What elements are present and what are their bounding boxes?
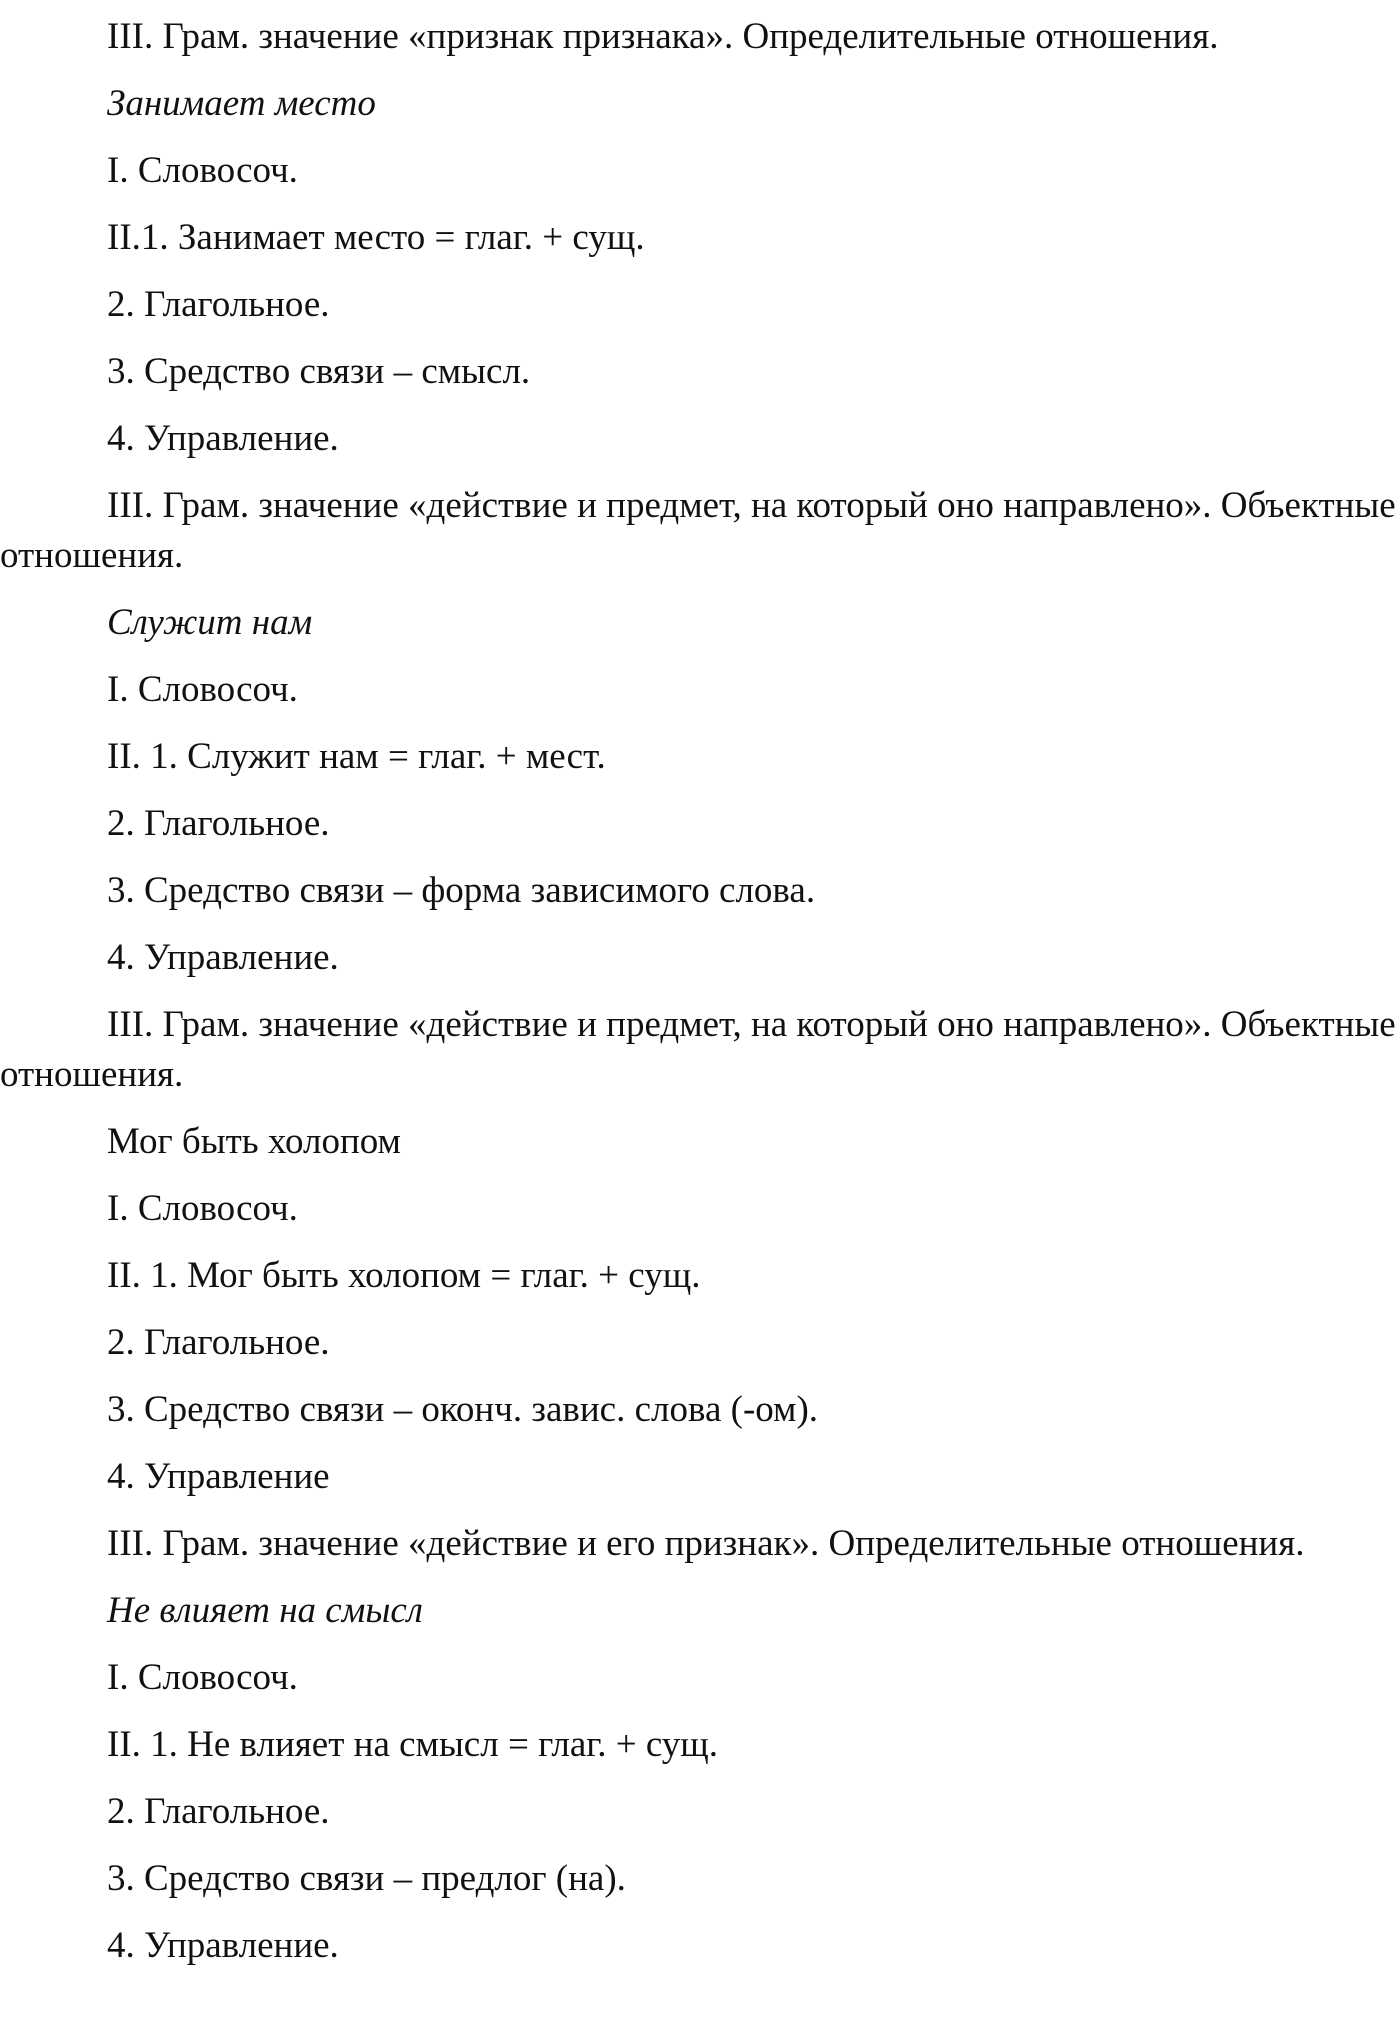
paragraph-14: 4. Управление. xyxy=(107,937,339,978)
paragraph-8: III. Грам. значение «действие и предмет, на который оно направлено». Объектные отношения. xyxy=(0,485,1396,576)
phrase-heading-ne-vliyaet-na-smysl: Не влияет на смысл xyxy=(107,1590,423,1631)
paragraph-15: III. Грам. значение «действие и предмет, на который оно направлено». Объектные отношения. xyxy=(0,1004,1396,1095)
paragraph-26: 2. Глагольное. xyxy=(107,1791,330,1832)
paragraph-25: II. 1. Не влияет на смысл = глаг. + сущ. xyxy=(107,1724,719,1765)
phrase-heading-zanimaet-mesto: Занимает место xyxy=(107,83,376,124)
paragraph-5: 2. Глагольное. xyxy=(107,284,330,325)
phrase-heading-sluzhit-nam: Служит нам xyxy=(107,602,313,643)
paragraph-4: II.1. Занимает место = глаг. + сущ. xyxy=(107,217,645,258)
paragraph-22: III. Грам. значение «действие и его признак». Определительные отношения. xyxy=(107,1523,1305,1564)
paragraph-13: 3. Средство связи – форма зависимого слова. xyxy=(107,870,816,911)
paragraph-19: 2. Глагольное. xyxy=(107,1322,330,1363)
paragraph-1: III. Грам. значение «признак признака». Определительные отношения. xyxy=(107,16,1219,57)
paragraph-11: II. 1. Служит нам = глаг. + мест. xyxy=(107,736,606,777)
paragraph-3: I. Словосоч. xyxy=(107,150,298,191)
paragraph-12: 2. Глагольное. xyxy=(107,803,330,844)
paragraph-6: 3. Средство связи – смысл. xyxy=(107,351,531,392)
paragraph-17: I. Словосоч. xyxy=(107,1188,298,1229)
phrase-heading-mog-byt-kholopom: Мог быть холопом xyxy=(107,1121,401,1162)
paragraph-24: I. Словосоч. xyxy=(107,1657,298,1698)
paragraph-18: II. 1. Мог быть холопом = глаг. + сущ. xyxy=(107,1255,701,1296)
paragraph-7: 4. Управление. xyxy=(107,418,339,459)
paragraph-20: 3. Средство связи – оконч. завис. слова (-ом). xyxy=(107,1389,819,1430)
paragraph-10: I. Словосоч. xyxy=(107,669,298,710)
paragraph-21: 4. Управление xyxy=(107,1456,330,1497)
paragraph-28: 4. Управление. xyxy=(107,1925,339,1966)
paragraph-27: 3. Средство связи – предлог (на). xyxy=(107,1858,626,1899)
